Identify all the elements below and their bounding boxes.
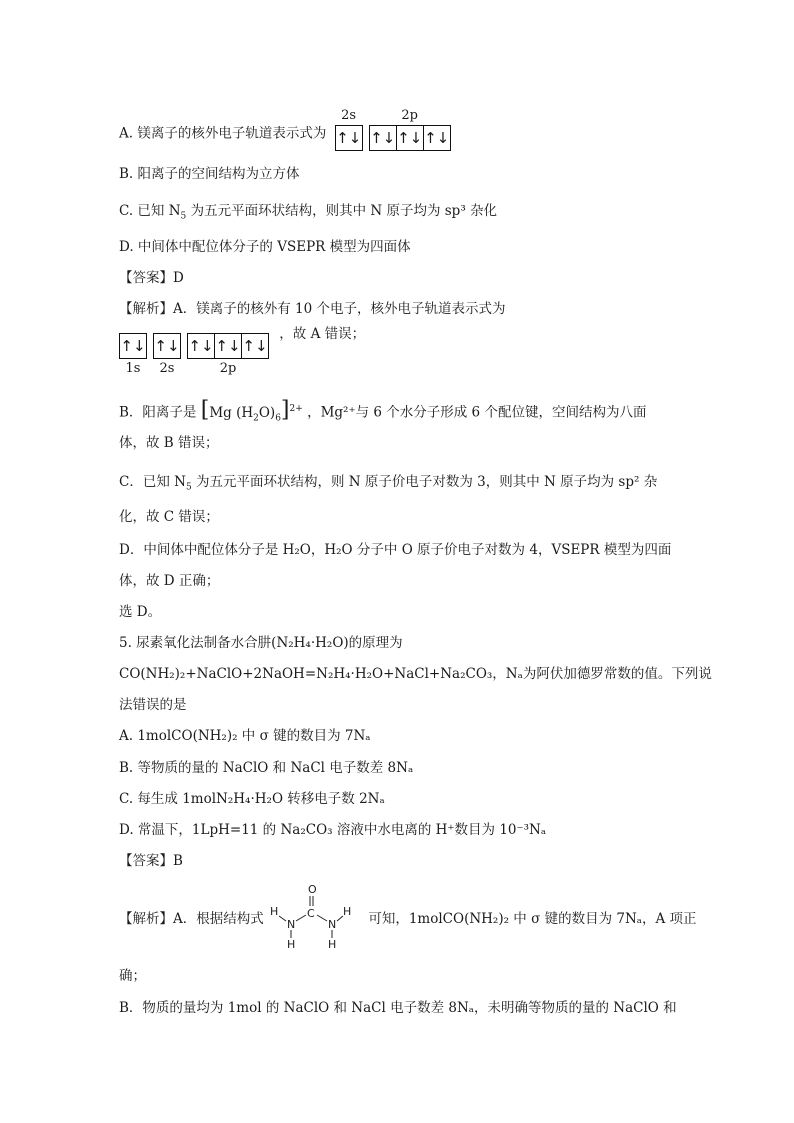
orbital-label: 2s: [159, 361, 175, 376]
orbital-2p: [187, 333, 269, 376]
analysis-d-cont: 体，故 D 正确；: [119, 573, 220, 589]
analysis-c-pre: C．已知 N: [119, 474, 186, 490]
orbital-box: ↑↓: [424, 129, 450, 147]
q5-option-d: D. 常温下，1LpH=11 的 Na₂CO₃ 溶液中水电离的 H⁺数目为 10⁻³Nₐ: [119, 822, 547, 838]
q5-analysis-a-cont: 确；: [119, 968, 146, 984]
q5-option-b: B. 等物质的量的 NaClO 和 NaCl 电子数差 8Nₐ: [119, 760, 414, 776]
orbital-diagram-a: [335, 109, 457, 151]
analysis-a-orbitals: [119, 326, 366, 376]
q5-stem-3: 法错误的是: [119, 697, 187, 713]
analysis-c-sub: 5: [185, 482, 192, 493]
struct-bond: [296, 915, 306, 921]
answer-prev: 【答案】D: [119, 270, 184, 286]
orbital-box: ↑↓: [188, 334, 215, 358]
analysis-c: [119, 473, 657, 497]
analysis-d: D．中间体中配位体分子是 H₂O，H₂O 分子中 O 原子价电子对数为 4，VSEPR 模型为四面: [119, 542, 672, 558]
orbital-2p: [369, 109, 451, 151]
orbital-label: 2p: [219, 361, 237, 376]
struct-bond: [279, 916, 286, 921]
ion-part: O): [258, 404, 276, 421]
orbital-1s: [119, 333, 147, 376]
option-c: [119, 202, 497, 226]
bracket-open: [: [200, 397, 210, 423]
analysis-b-pre: B．阳离子是: [119, 404, 197, 421]
ion-formula: [209, 404, 281, 424]
orbital-diagram-analysis: [119, 333, 275, 376]
struct-atom-o: O: [308, 883, 317, 896]
analysis-b-post: ，Mg²⁺与 6 个水分子形成 6 个配位键，空间结构为八面: [307, 404, 647, 421]
urea-structure-diagram: [265, 882, 357, 952]
analysis-c-post: 为五元平面环状结构，则 N 原子价电子对数为 3，则其中 N 原子均为 sp² 杂: [191, 474, 658, 490]
analysis-a-tail: ，故 A 错误；: [279, 326, 366, 342]
q5-analysis-b: B．物质的量均为 1mol 的 NaClO 和 NaCl 电子数差 8Nₐ，未明确等物质的量的 NaClO 和: [119, 1000, 677, 1016]
orbital-box: ↑↓: [370, 126, 397, 150]
orbital-label: 1s: [125, 361, 141, 376]
q5-stem-1: 5. 尿素氧化法制备水合肼(N₂H₄·H₂O)的原理为: [119, 635, 403, 651]
struct-atom-h: H: [287, 938, 296, 951]
ion-charge: 2+: [289, 404, 303, 414]
q5-analysis-a: [119, 910, 697, 928]
option-c-post: 为五元平面环状结构，则其中 N 原子均为 sp³ 杂化: [186, 203, 498, 219]
q5-stem-2: CO(NH₂)₂+NaClO+2NaOH=N₂H₄·H₂O+NaCl+Na₂CO₃，Nₐ为阿伏加德罗常数的值。下列说: [119, 666, 712, 682]
struct-atom-n: N: [287, 918, 296, 931]
struct-atom-h: H: [270, 905, 279, 918]
ion-sub: 2: [253, 413, 259, 424]
option-a-text: A. 镁离子的核外电子轨道表示式为: [119, 125, 327, 142]
ion-sub: 6: [275, 413, 281, 424]
ion-part: Mg (H: [209, 404, 254, 421]
struct-atom-h: H: [343, 905, 352, 918]
orbital-box: ↑↓: [215, 334, 242, 358]
q5-answer: 【答案】B: [119, 853, 183, 869]
option-d: D. 中间体中配位体分子的 VSEPR 模型为四面体: [119, 239, 411, 255]
struct-bond: [317, 915, 327, 921]
struct-atom-n: N: [328, 918, 337, 931]
q5-option-a: A. 1molCO(NH₂)₂ 中 σ 键的数目为 7Nₐ: [119, 728, 371, 744]
orbital-2s: [153, 333, 181, 376]
orbital-box: ↑↓: [397, 126, 424, 150]
analysis-a: 【解析】A．镁离子的核外有 10 个电子，核外电子轨道表示式为: [119, 301, 506, 317]
analysis-c-cont: 化，故 C 错误；: [119, 509, 219, 525]
q5-option-c: C. 每生成 1molN₂H₄·H₂O 转移电子数 2Nₐ: [119, 791, 385, 807]
orbital-box: ↑↓: [120, 337, 146, 355]
bracket-close: ]: [280, 397, 290, 423]
option-a: [119, 108, 457, 155]
option-c-sub: 5: [180, 211, 187, 222]
option-c-pre: C. 已知 N: [119, 203, 181, 219]
choose-prev: 选 D。: [119, 604, 162, 620]
orbital-box: ↑↓: [336, 129, 362, 147]
orbital-label: 2s: [341, 108, 357, 123]
orbital-label: 2p: [401, 108, 418, 123]
q5-analysis-a-post: 可知，1molCO(NH₂)₂ 中 σ 键的数目为 7Nₐ，A 项正: [368, 911, 697, 927]
q5-analysis-a-pre: 【解析】A．根据结构式: [119, 911, 264, 927]
option-b: B. 阳离子的空间结构为立方体: [119, 166, 300, 182]
struct-atom-c: C: [307, 907, 315, 920]
orbital-box: ↑↓: [242, 337, 268, 355]
analysis-b-cont: 体，故 B 错误；: [119, 435, 219, 451]
struct-atom-h: H: [328, 938, 337, 951]
orbital-2s: [335, 109, 363, 151]
orbital-box: ↑↓: [154, 337, 180, 355]
analysis-b: [119, 397, 647, 427]
